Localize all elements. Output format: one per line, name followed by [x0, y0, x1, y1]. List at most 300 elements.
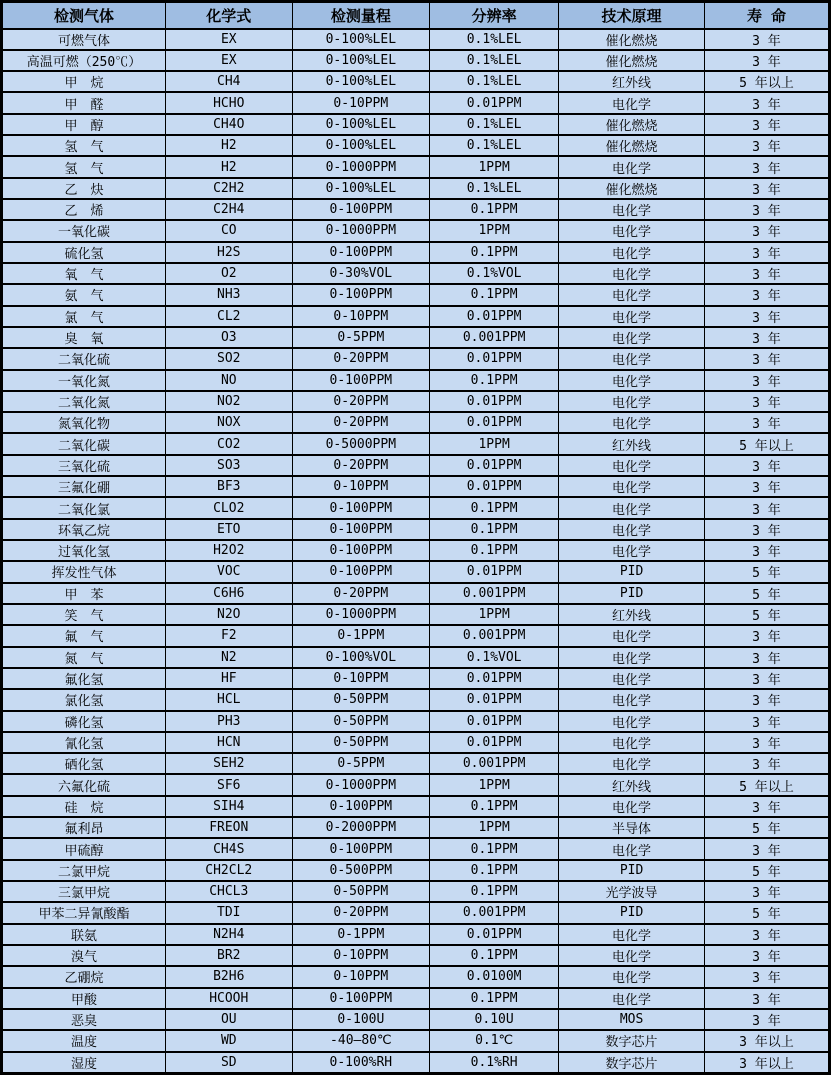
cell-lifespan: 5 年以上 [704, 71, 829, 92]
cell-gas: 硒化氢 [2, 753, 166, 774]
cell-range: 0-20PPM [292, 902, 429, 923]
table-row [2, 199, 830, 220]
cell-resolution: 0.1%VOL [430, 647, 559, 668]
cell-lifespan: 3 年 [704, 327, 829, 348]
cell-resolution: 0.01PPM [430, 391, 559, 412]
table-row [2, 796, 830, 817]
cell-range: 0-50PPM [292, 732, 429, 753]
header-row [2, 2, 830, 29]
cell-principle: 电化学 [559, 263, 705, 284]
cell-formula: H2 [165, 135, 292, 156]
cell-lifespan: 5 年以上 [704, 433, 829, 454]
cell-formula: NH3 [165, 284, 292, 305]
table-row [2, 92, 830, 113]
cell-resolution: 1PPM [430, 156, 559, 177]
cell-gas: 三氯甲烷 [2, 881, 166, 902]
cell-gas: 氨 气 [2, 284, 166, 305]
cell-principle: 数字芯片 [559, 1052, 705, 1074]
cell-resolution: 0.001PPM [430, 327, 559, 348]
cell-formula: VOC [165, 561, 292, 582]
cell-lifespan: 3 年 [704, 924, 829, 945]
cell-gas: 氯 气 [2, 306, 166, 327]
cell-lifespan: 3 年以上 [704, 1030, 829, 1051]
cell-lifespan: 3 年 [704, 348, 829, 369]
cell-formula: BR2 [165, 945, 292, 966]
cell-gas: 甲酸 [2, 988, 166, 1009]
cell-resolution: 1PPM [430, 433, 559, 454]
cell-principle: 电化学 [559, 242, 705, 263]
cell-formula: CHCL3 [165, 881, 292, 902]
cell-principle: 电化学 [559, 412, 705, 433]
cell-principle: 电化学 [559, 988, 705, 1009]
column-header-principle: 技术原理 [559, 2, 705, 29]
table-row [2, 625, 830, 646]
cell-formula: TDI [165, 902, 292, 923]
cell-gas: 硫化氢 [2, 242, 166, 263]
cell-range: 0-20PPM [292, 348, 429, 369]
cell-principle: 电化学 [559, 284, 705, 305]
table-row [2, 497, 830, 518]
cell-lifespan: 3 年 [704, 988, 829, 1009]
table-row [2, 391, 830, 412]
cell-lifespan: 5 年 [704, 561, 829, 582]
cell-principle: 电化学 [559, 732, 705, 753]
cell-range: 0-10PPM [292, 668, 429, 689]
cell-principle: 电化学 [559, 753, 705, 774]
cell-resolution: 0.1%LEL [430, 50, 559, 71]
cell-principle: 电化学 [559, 306, 705, 327]
table-row [2, 71, 830, 92]
cell-lifespan: 3 年 [704, 540, 829, 561]
cell-principle: 电化学 [559, 668, 705, 689]
cell-resolution: 0.001PPM [430, 625, 559, 646]
cell-lifespan: 5 年以上 [704, 774, 829, 795]
cell-range: 0-10PPM [292, 92, 429, 113]
cell-gas: 甲 苯 [2, 583, 166, 604]
table-row [2, 1052, 830, 1074]
cell-gas: 硅 烷 [2, 796, 166, 817]
cell-range: 0-20PPM [292, 412, 429, 433]
table-row [2, 561, 830, 582]
table-header [2, 2, 830, 29]
cell-lifespan: 3 年 [704, 519, 829, 540]
cell-lifespan: 3 年 [704, 92, 829, 113]
cell-formula: SD [165, 1052, 292, 1074]
cell-gas: 溴气 [2, 945, 166, 966]
cell-range: 0-100%RH [292, 1052, 429, 1074]
cell-principle: 光学波导 [559, 881, 705, 902]
cell-formula: CO2 [165, 433, 292, 454]
cell-principle: 电化学 [559, 92, 705, 113]
table-row [2, 156, 830, 177]
cell-gas: 氟利昂 [2, 817, 166, 838]
cell-principle: 红外线 [559, 604, 705, 625]
table-row [2, 519, 830, 540]
cell-resolution: 0.1%LEL [430, 178, 559, 199]
cell-resolution: 0.1PPM [430, 519, 559, 540]
cell-range: 0-20PPM [292, 391, 429, 412]
table-row [2, 817, 830, 838]
cell-formula: EX [165, 50, 292, 71]
cell-principle: PID [559, 860, 705, 881]
cell-gas: 环氧乙烷 [2, 519, 166, 540]
cell-resolution: 1PPM [430, 817, 559, 838]
cell-range: 0-5PPM [292, 327, 429, 348]
cell-lifespan: 3 年 [704, 689, 829, 710]
cell-principle: 电化学 [559, 391, 705, 412]
cell-principle: 数字芯片 [559, 1030, 705, 1051]
cell-gas: 甲硫醇 [2, 838, 166, 859]
cell-lifespan: 5 年 [704, 817, 829, 838]
cell-gas: 一氧化氮 [2, 370, 166, 391]
cell-resolution: 0.10U [430, 1009, 559, 1030]
cell-range: 0-100PPM [292, 199, 429, 220]
table-row [2, 135, 830, 156]
cell-lifespan: 5 年 [704, 583, 829, 604]
cell-lifespan: 3 年 [704, 135, 829, 156]
cell-principle: 电化学 [559, 156, 705, 177]
cell-lifespan: 3 年 [704, 966, 829, 987]
cell-principle: 半导体 [559, 817, 705, 838]
table-row [2, 604, 830, 625]
cell-principle: 电化学 [559, 689, 705, 710]
cell-formula: H2 [165, 156, 292, 177]
cell-range: 0-100PPM [292, 838, 429, 859]
cell-formula: O2 [165, 263, 292, 284]
cell-principle: PID [559, 583, 705, 604]
cell-principle: 红外线 [559, 774, 705, 795]
table-row [2, 966, 830, 987]
table-row [2, 753, 830, 774]
cell-range: 0-100%LEL [292, 50, 429, 71]
cell-formula: HCL [165, 689, 292, 710]
table-row [2, 924, 830, 945]
cell-gas: 恶臭 [2, 1009, 166, 1030]
cell-principle: MOS [559, 1009, 705, 1030]
table-row [2, 370, 830, 391]
cell-formula: B2H6 [165, 966, 292, 987]
cell-principle: PID [559, 561, 705, 582]
cell-range: 0-1000PPM [292, 220, 429, 241]
cell-lifespan: 3 年 [704, 711, 829, 732]
cell-formula: PH3 [165, 711, 292, 732]
cell-resolution: 0.1%LEL [430, 135, 559, 156]
table-row [2, 412, 830, 433]
cell-principle: 催化燃烧 [559, 50, 705, 71]
cell-formula: N2O [165, 604, 292, 625]
cell-range: 0-20PPM [292, 455, 429, 476]
table-row [2, 263, 830, 284]
table-row [2, 774, 830, 795]
cell-resolution: 0.1%RH [430, 1052, 559, 1074]
cell-range: 0-500PPM [292, 860, 429, 881]
table-row [2, 838, 830, 859]
cell-lifespan: 3 年 [704, 647, 829, 668]
cell-range: 0-5PPM [292, 753, 429, 774]
cell-gas: 乙硼烷 [2, 966, 166, 987]
cell-resolution: 0.1PPM [430, 284, 559, 305]
cell-principle: 电化学 [559, 327, 705, 348]
cell-formula: CO [165, 220, 292, 241]
cell-resolution: 1PPM [430, 220, 559, 241]
cell-formula: F2 [165, 625, 292, 646]
cell-principle: 电化学 [559, 497, 705, 518]
table-row [2, 583, 830, 604]
cell-gas: 二氧化硫 [2, 348, 166, 369]
cell-resolution: 0.01PPM [430, 689, 559, 710]
table-row [2, 433, 830, 454]
cell-resolution: 0.01PPM [430, 348, 559, 369]
table-row [2, 945, 830, 966]
cell-formula: O3 [165, 327, 292, 348]
cell-gas: 二氧化氮 [2, 391, 166, 412]
cell-gas: 高温可燃（250℃） [2, 50, 166, 71]
table-row [2, 220, 830, 241]
cell-lifespan: 3 年 [704, 1009, 829, 1030]
cell-resolution: 0.01PPM [430, 455, 559, 476]
cell-range: 0-100PPM [292, 796, 429, 817]
cell-formula: HF [165, 668, 292, 689]
cell-formula: HCOOH [165, 988, 292, 1009]
cell-formula: BF3 [165, 476, 292, 497]
cell-lifespan: 3 年 [704, 796, 829, 817]
cell-formula: NOX [165, 412, 292, 433]
cell-resolution: 0.1PPM [430, 497, 559, 518]
cell-principle: 催化燃烧 [559, 178, 705, 199]
cell-lifespan: 3 年 [704, 668, 829, 689]
cell-range: 0-100PPM [292, 540, 429, 561]
cell-principle: 电化学 [559, 945, 705, 966]
cell-gas: 磷化氢 [2, 711, 166, 732]
cell-range: 0-100%LEL [292, 71, 429, 92]
cell-lifespan: 3 年 [704, 220, 829, 241]
cell-lifespan: 3 年 [704, 263, 829, 284]
cell-resolution: 0.01PPM [430, 561, 559, 582]
cell-principle: 电化学 [559, 796, 705, 817]
cell-lifespan: 3 年 [704, 29, 829, 50]
table-row [2, 29, 830, 50]
cell-formula: WD [165, 1030, 292, 1051]
cell-resolution: 0.1%LEL [430, 114, 559, 135]
cell-lifespan: 3 年 [704, 497, 829, 518]
cell-gas: 笑 气 [2, 604, 166, 625]
cell-range: 0-1000PPM [292, 774, 429, 795]
cell-range: 0-20PPM [292, 583, 429, 604]
cell-formula: C6H6 [165, 583, 292, 604]
cell-range: 0-100%LEL [292, 135, 429, 156]
table-row [2, 988, 830, 1009]
cell-gas: 一氧化碳 [2, 220, 166, 241]
cell-principle: 电化学 [559, 924, 705, 945]
cell-resolution: 0.1℃ [430, 1030, 559, 1051]
cell-formula: SF6 [165, 774, 292, 795]
cell-lifespan: 5 年 [704, 860, 829, 881]
table-row [2, 1030, 830, 1051]
cell-principle: 电化学 [559, 540, 705, 561]
cell-range: 0-100PPM [292, 519, 429, 540]
cell-lifespan: 3 年 [704, 732, 829, 753]
table-row [2, 860, 830, 881]
table-row [2, 476, 830, 497]
table-row [2, 348, 830, 369]
cell-gas: 氢 气 [2, 135, 166, 156]
cell-resolution: 0.1%VOL [430, 263, 559, 284]
cell-resolution: 0.01PPM [430, 476, 559, 497]
table-row [2, 668, 830, 689]
cell-formula: SO2 [165, 348, 292, 369]
cell-formula: HCN [165, 732, 292, 753]
cell-lifespan: 3 年 [704, 881, 829, 902]
cell-gas: 过氧化氢 [2, 540, 166, 561]
cell-range: 0-1000PPM [292, 604, 429, 625]
cell-principle: 电化学 [559, 966, 705, 987]
cell-range: 0-100PPM [292, 497, 429, 518]
cell-resolution: 0.1PPM [430, 540, 559, 561]
table-row [2, 114, 830, 135]
cell-principle: 电化学 [559, 647, 705, 668]
cell-range: 0-100%VOL [292, 647, 429, 668]
cell-formula: CL2 [165, 306, 292, 327]
cell-range: 0-100%LEL [292, 178, 429, 199]
cell-resolution: 0.0100M [430, 966, 559, 987]
cell-lifespan: 3 年 [704, 242, 829, 263]
cell-lifespan: 3 年 [704, 476, 829, 497]
table-body [2, 29, 830, 1074]
cell-gas: 氢 气 [2, 156, 166, 177]
table-row [2, 732, 830, 753]
table-row [2, 242, 830, 263]
cell-range: 0-1000PPM [292, 156, 429, 177]
cell-formula: N2 [165, 647, 292, 668]
cell-formula: OU [165, 1009, 292, 1030]
cell-resolution: 0.1%LEL [430, 71, 559, 92]
table-row [2, 540, 830, 561]
cell-range: 0-100%LEL [292, 114, 429, 135]
cell-gas: 可燃气体 [2, 29, 166, 50]
cell-gas: 二氧化氯 [2, 497, 166, 518]
cell-lifespan: 3 年 [704, 156, 829, 177]
table-row [2, 327, 830, 348]
cell-formula: SO3 [165, 455, 292, 476]
cell-principle: 电化学 [559, 220, 705, 241]
cell-gas: 臭 氧 [2, 327, 166, 348]
cell-resolution: 0.1PPM [430, 945, 559, 966]
table-row [2, 881, 830, 902]
table-row [2, 284, 830, 305]
cell-formula: N2H4 [165, 924, 292, 945]
table-row [2, 455, 830, 476]
cell-range: 0-50PPM [292, 881, 429, 902]
cell-gas: 六氟化硫 [2, 774, 166, 795]
cell-range: 0-10PPM [292, 306, 429, 327]
cell-resolution: 0.001PPM [430, 583, 559, 604]
cell-formula: SEH2 [165, 753, 292, 774]
cell-formula: CLO2 [165, 497, 292, 518]
cell-resolution: 0.01PPM [430, 711, 559, 732]
cell-range: 0-100PPM [292, 370, 429, 391]
cell-range: 0-10PPM [292, 945, 429, 966]
cell-resolution: 0.01PPM [430, 92, 559, 113]
cell-lifespan: 3 年 [704, 306, 829, 327]
cell-principle: 红外线 [559, 71, 705, 92]
cell-formula: SIH4 [165, 796, 292, 817]
cell-lifespan: 3 年 [704, 412, 829, 433]
cell-resolution: 0.01PPM [430, 668, 559, 689]
cell-formula: CH4S [165, 838, 292, 859]
cell-gas: 联氨 [2, 924, 166, 945]
cell-lifespan: 3 年 [704, 178, 829, 199]
cell-range: 0-100U [292, 1009, 429, 1030]
cell-formula: CH4O [165, 114, 292, 135]
cell-range: 0-2000PPM [292, 817, 429, 838]
cell-range: 0-50PPM [292, 711, 429, 732]
cell-principle: PID [559, 902, 705, 923]
cell-resolution: 0.1PPM [430, 242, 559, 263]
table-row [2, 711, 830, 732]
cell-principle: 催化燃烧 [559, 135, 705, 156]
cell-resolution: 0.001PPM [430, 902, 559, 923]
cell-lifespan: 5 年 [704, 604, 829, 625]
table-row [2, 1009, 830, 1030]
cell-range: 0-5000PPM [292, 433, 429, 454]
cell-gas: 乙 烯 [2, 199, 166, 220]
cell-gas: 三氧化硫 [2, 455, 166, 476]
cell-resolution: 0.1PPM [430, 370, 559, 391]
cell-resolution: 0.1PPM [430, 988, 559, 1009]
cell-gas: 氯化氢 [2, 689, 166, 710]
cell-formula: ETO [165, 519, 292, 540]
table-row [2, 178, 830, 199]
cell-lifespan: 3 年以上 [704, 1052, 829, 1074]
cell-range: 0-100PPM [292, 561, 429, 582]
cell-resolution: 0.1PPM [430, 881, 559, 902]
cell-resolution: 0.1PPM [430, 796, 559, 817]
cell-principle: 电化学 [559, 348, 705, 369]
cell-range: -40—80℃ [292, 1030, 429, 1051]
cell-gas: 乙 炔 [2, 178, 166, 199]
cell-gas: 甲 醛 [2, 92, 166, 113]
cell-principle: 电化学 [559, 838, 705, 859]
cell-principle: 电化学 [559, 711, 705, 732]
cell-principle: 电化学 [559, 455, 705, 476]
cell-gas: 二氯甲烷 [2, 860, 166, 881]
cell-resolution: 0.001PPM [430, 753, 559, 774]
cell-range: 0-1PPM [292, 924, 429, 945]
cell-formula: FREON [165, 817, 292, 838]
cell-range: 0-50PPM [292, 689, 429, 710]
cell-resolution: 0.01PPM [430, 732, 559, 753]
cell-principle: 电化学 [559, 370, 705, 391]
cell-formula: EX [165, 29, 292, 50]
cell-lifespan: 3 年 [704, 391, 829, 412]
cell-gas: 氧 气 [2, 263, 166, 284]
cell-lifespan: 3 年 [704, 945, 829, 966]
cell-lifespan: 3 年 [704, 199, 829, 220]
column-header-resolution: 分辨率 [430, 2, 559, 29]
table-row [2, 50, 830, 71]
table-row [2, 647, 830, 668]
cell-gas: 甲 烷 [2, 71, 166, 92]
column-header-formula: 化学式 [165, 2, 292, 29]
cell-resolution: 0.1PPM [430, 860, 559, 881]
cell-formula: H2S [165, 242, 292, 263]
cell-lifespan: 3 年 [704, 753, 829, 774]
cell-lifespan: 3 年 [704, 370, 829, 391]
cell-range: 0-100PPM [292, 242, 429, 263]
column-header-gas: 检测气体 [2, 2, 166, 29]
cell-range: 0-10PPM [292, 966, 429, 987]
cell-lifespan: 3 年 [704, 50, 829, 71]
